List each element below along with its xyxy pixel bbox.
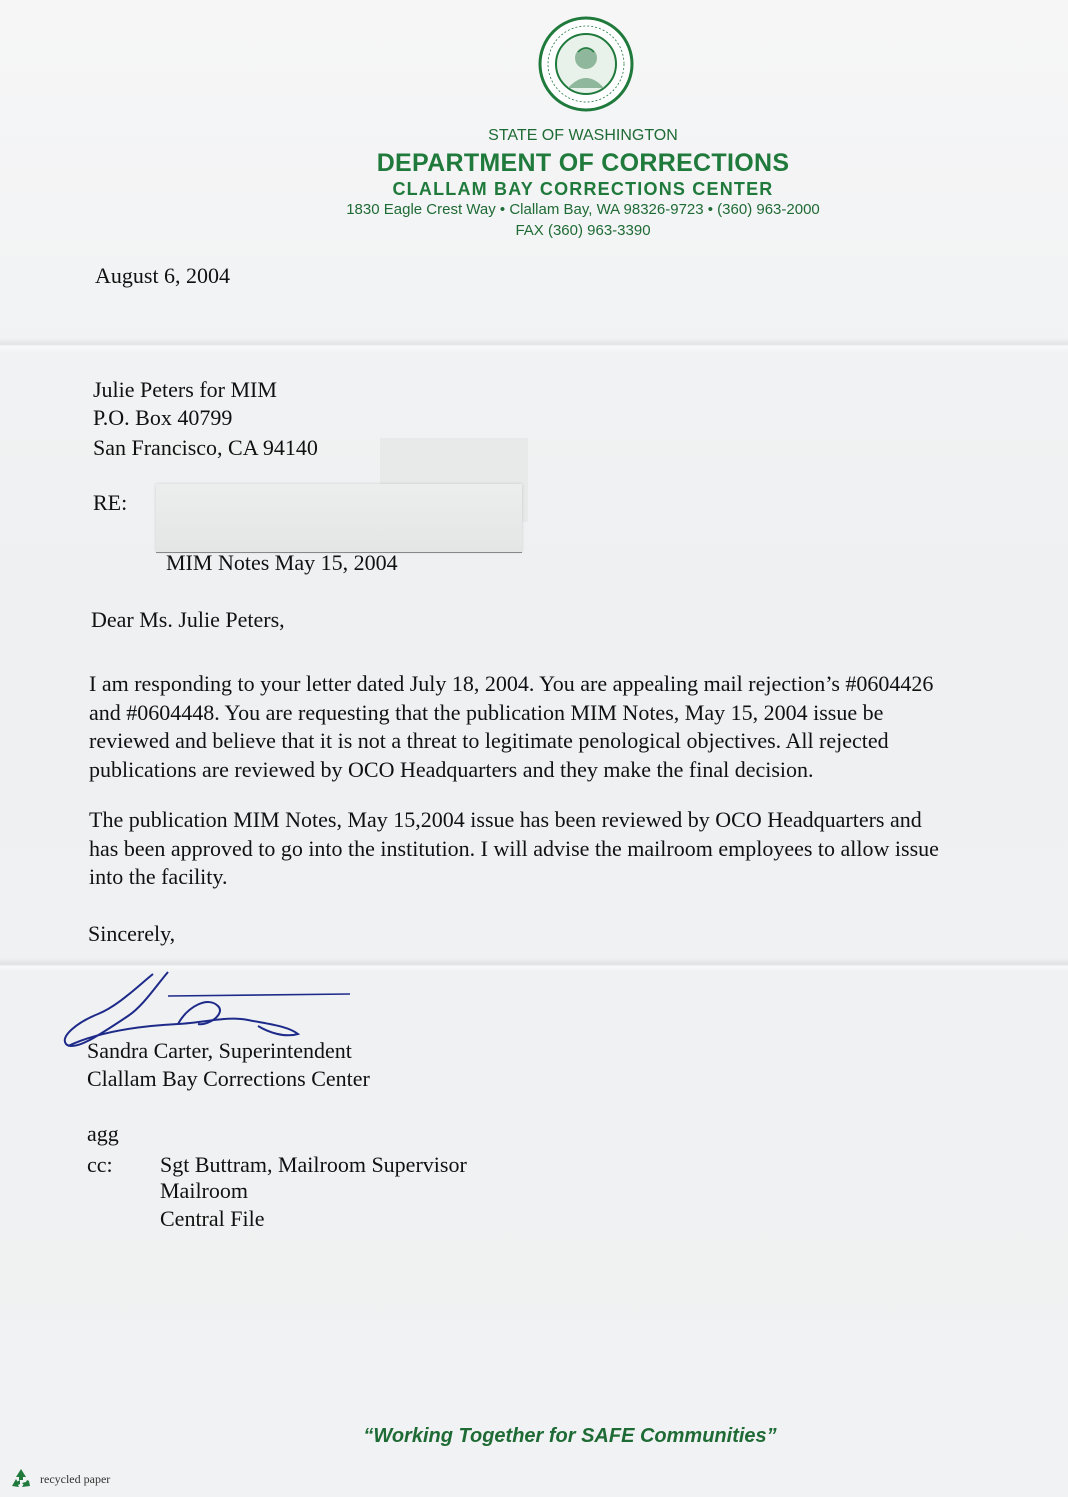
recycled-paper-label: recycled paper [40, 1472, 111, 1486]
motto: “Working Together for SAFE Communities” [363, 1425, 777, 1447]
recipient-city: San Francisco, CA 94140 [93, 435, 318, 460]
cc-recipient: Mailroom [160, 1178, 248, 1203]
recycle-icon [8, 1466, 34, 1492]
state-seal-icon [538, 16, 634, 112]
body-line: into the facility. [89, 864, 228, 889]
salutation: Dear Ms. Julie Peters, [91, 607, 285, 632]
cc-recipient: Central File [160, 1206, 265, 1231]
letterhead-center: CLALLAM BAY CORRECTIONS CENTER [392, 179, 774, 199]
body-line: The publication MIM Notes, May 15,2004 issue has been reviewed by OCO Headquarters and [89, 807, 922, 832]
cc-label: cc: [87, 1152, 113, 1177]
re-label: RE: [93, 490, 128, 515]
closing: Sincerely, [88, 921, 176, 946]
re-subject: MIM Notes May 15, 2004 [166, 550, 398, 575]
letterhead-state: STATE OF WASHINGTON [488, 127, 678, 144]
paper-fold [0, 338, 1068, 352]
body-line: I am responding to your letter dated July 18, 2004. You are appealing mail rejection’s #0604426 [89, 671, 934, 696]
body-line: and #0604448. You are requesting that the publication MIM Notes, May 15, 2004 issue be [89, 699, 884, 725]
redaction-box [156, 484, 522, 552]
letter-date: August 6, 2004 [95, 263, 231, 288]
body-line: has been approved to go into the institution. I will advise the mailroom employees to allow issue [89, 835, 939, 861]
letterhead-department: DEPARTMENT OF CORRECTIONS [376, 149, 790, 177]
recipient-name: Julie Peters for MIM [93, 377, 277, 402]
cc-recipient: Sgt Buttram, Mailroom Supervisor [160, 1152, 467, 1177]
body-paragraph-1 [89, 670, 1064, 784]
signer-organization: Clallam Bay Corrections Center [87, 1066, 370, 1091]
body-paragraph-2 [89, 806, 1064, 892]
letterhead-address: 1830 Eagle Crest Way • Clallam Bay, WA 98326-9723 • (360) 963-2000 [346, 201, 820, 218]
signer-name-title: Sandra Carter, Superintendent [87, 1038, 352, 1063]
recipient-street: P.O. Box 40799 [93, 405, 233, 430]
letterhead-fax: FAX (360) 963-3390 [515, 222, 651, 239]
body-line: reviewed and believe that it is not a threat to legitimate penological objectives. All rejected [89, 728, 889, 753]
typist-initials: agg [87, 1121, 119, 1146]
body-line: publications are reviewed by OCO Headquarters and they make the final decision. [89, 756, 814, 782]
